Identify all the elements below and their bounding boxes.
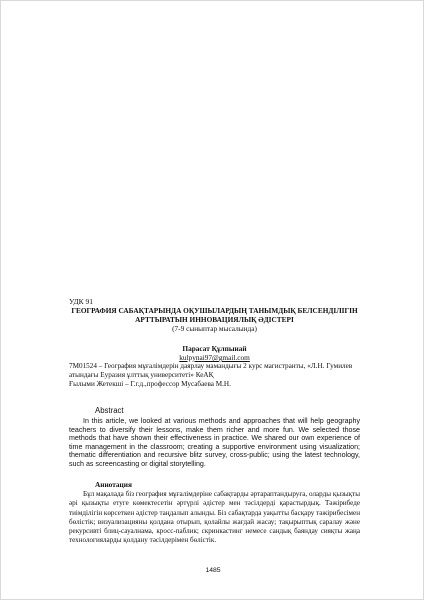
- udk-code: УДК 91: [69, 297, 94, 306]
- author-email-link[interactable]: kulpynai97@gmail.com: [179, 353, 250, 362]
- abstract-text: In this article, we looked at various methods and approaches that will help geography teachers to diversify their lessons, make them richer and more fun. We selected those methods that have shown their effectiveness in practice. We shared our own experience of time management in the classroom; creating a supportive environment using visualization; thematic differentiation and recursive blitz survey, cross-public; using the latest technology, such as screencasting or digital storytelling.: [69, 417, 360, 468]
- affiliation-line: 7M01524 – География мұғалімдерін даярлау мамандығы 2 курс магистранты, «Л.Н. Гумилев атындағы Еуразия ұлттық университеті» КеАҚ: [69, 362, 353, 379]
- abstract-heading: Abstract: [95, 406, 124, 415]
- author-block: [69, 344, 360, 362]
- paper-title: ГЕОГРАФИЯ САБАҚТАРЫНДА ОҚУШЫЛАРДЫҢ ТАНЫМДЫҚ БЕЛСЕНДІЛІГІН АРТТЫРАТЫН ИННОВАЦИЯЛЫҚ ӘДІСТЕРІ: [71, 306, 358, 324]
- annotation-text: Бұл мақалада біз география мұғалімдеріне сабақтарды әртараптандыруға, оларды қызықты әрі қызықты етуге көмектесетін әртүрлі әдістер мен тәсілдерді қарастырдық. Тәжірибеде тиімділігін көрсеткен әдістер таңдалып алынды. Біз сабақтарда уақытты басқару тәжірибесімен бөлістік; визуализацияны қолдана отырып, қолайлы жағдай жасау; тақырыптық саралау және рекурсивті блиц-сауалнама, кросс-паблик; скринкастинг немесе сандық баяндау сияқты жаңа технологияларды қолдану тәсілдерімен бөлістік.: [69, 490, 360, 545]
- supervisor-line: Ғылыми Жетекші – Г.г.д.,профессор Мусабаева М.Н.: [69, 380, 231, 388]
- paper-subtitle: (7-9 сыныптар мысалында): [172, 324, 257, 333]
- annotation-heading: Аннотация: [95, 480, 132, 489]
- author-name: Парасат Құлпынай: [182, 344, 247, 353]
- affiliation-block: [69, 362, 360, 389]
- page-number: 1485: [205, 567, 221, 574]
